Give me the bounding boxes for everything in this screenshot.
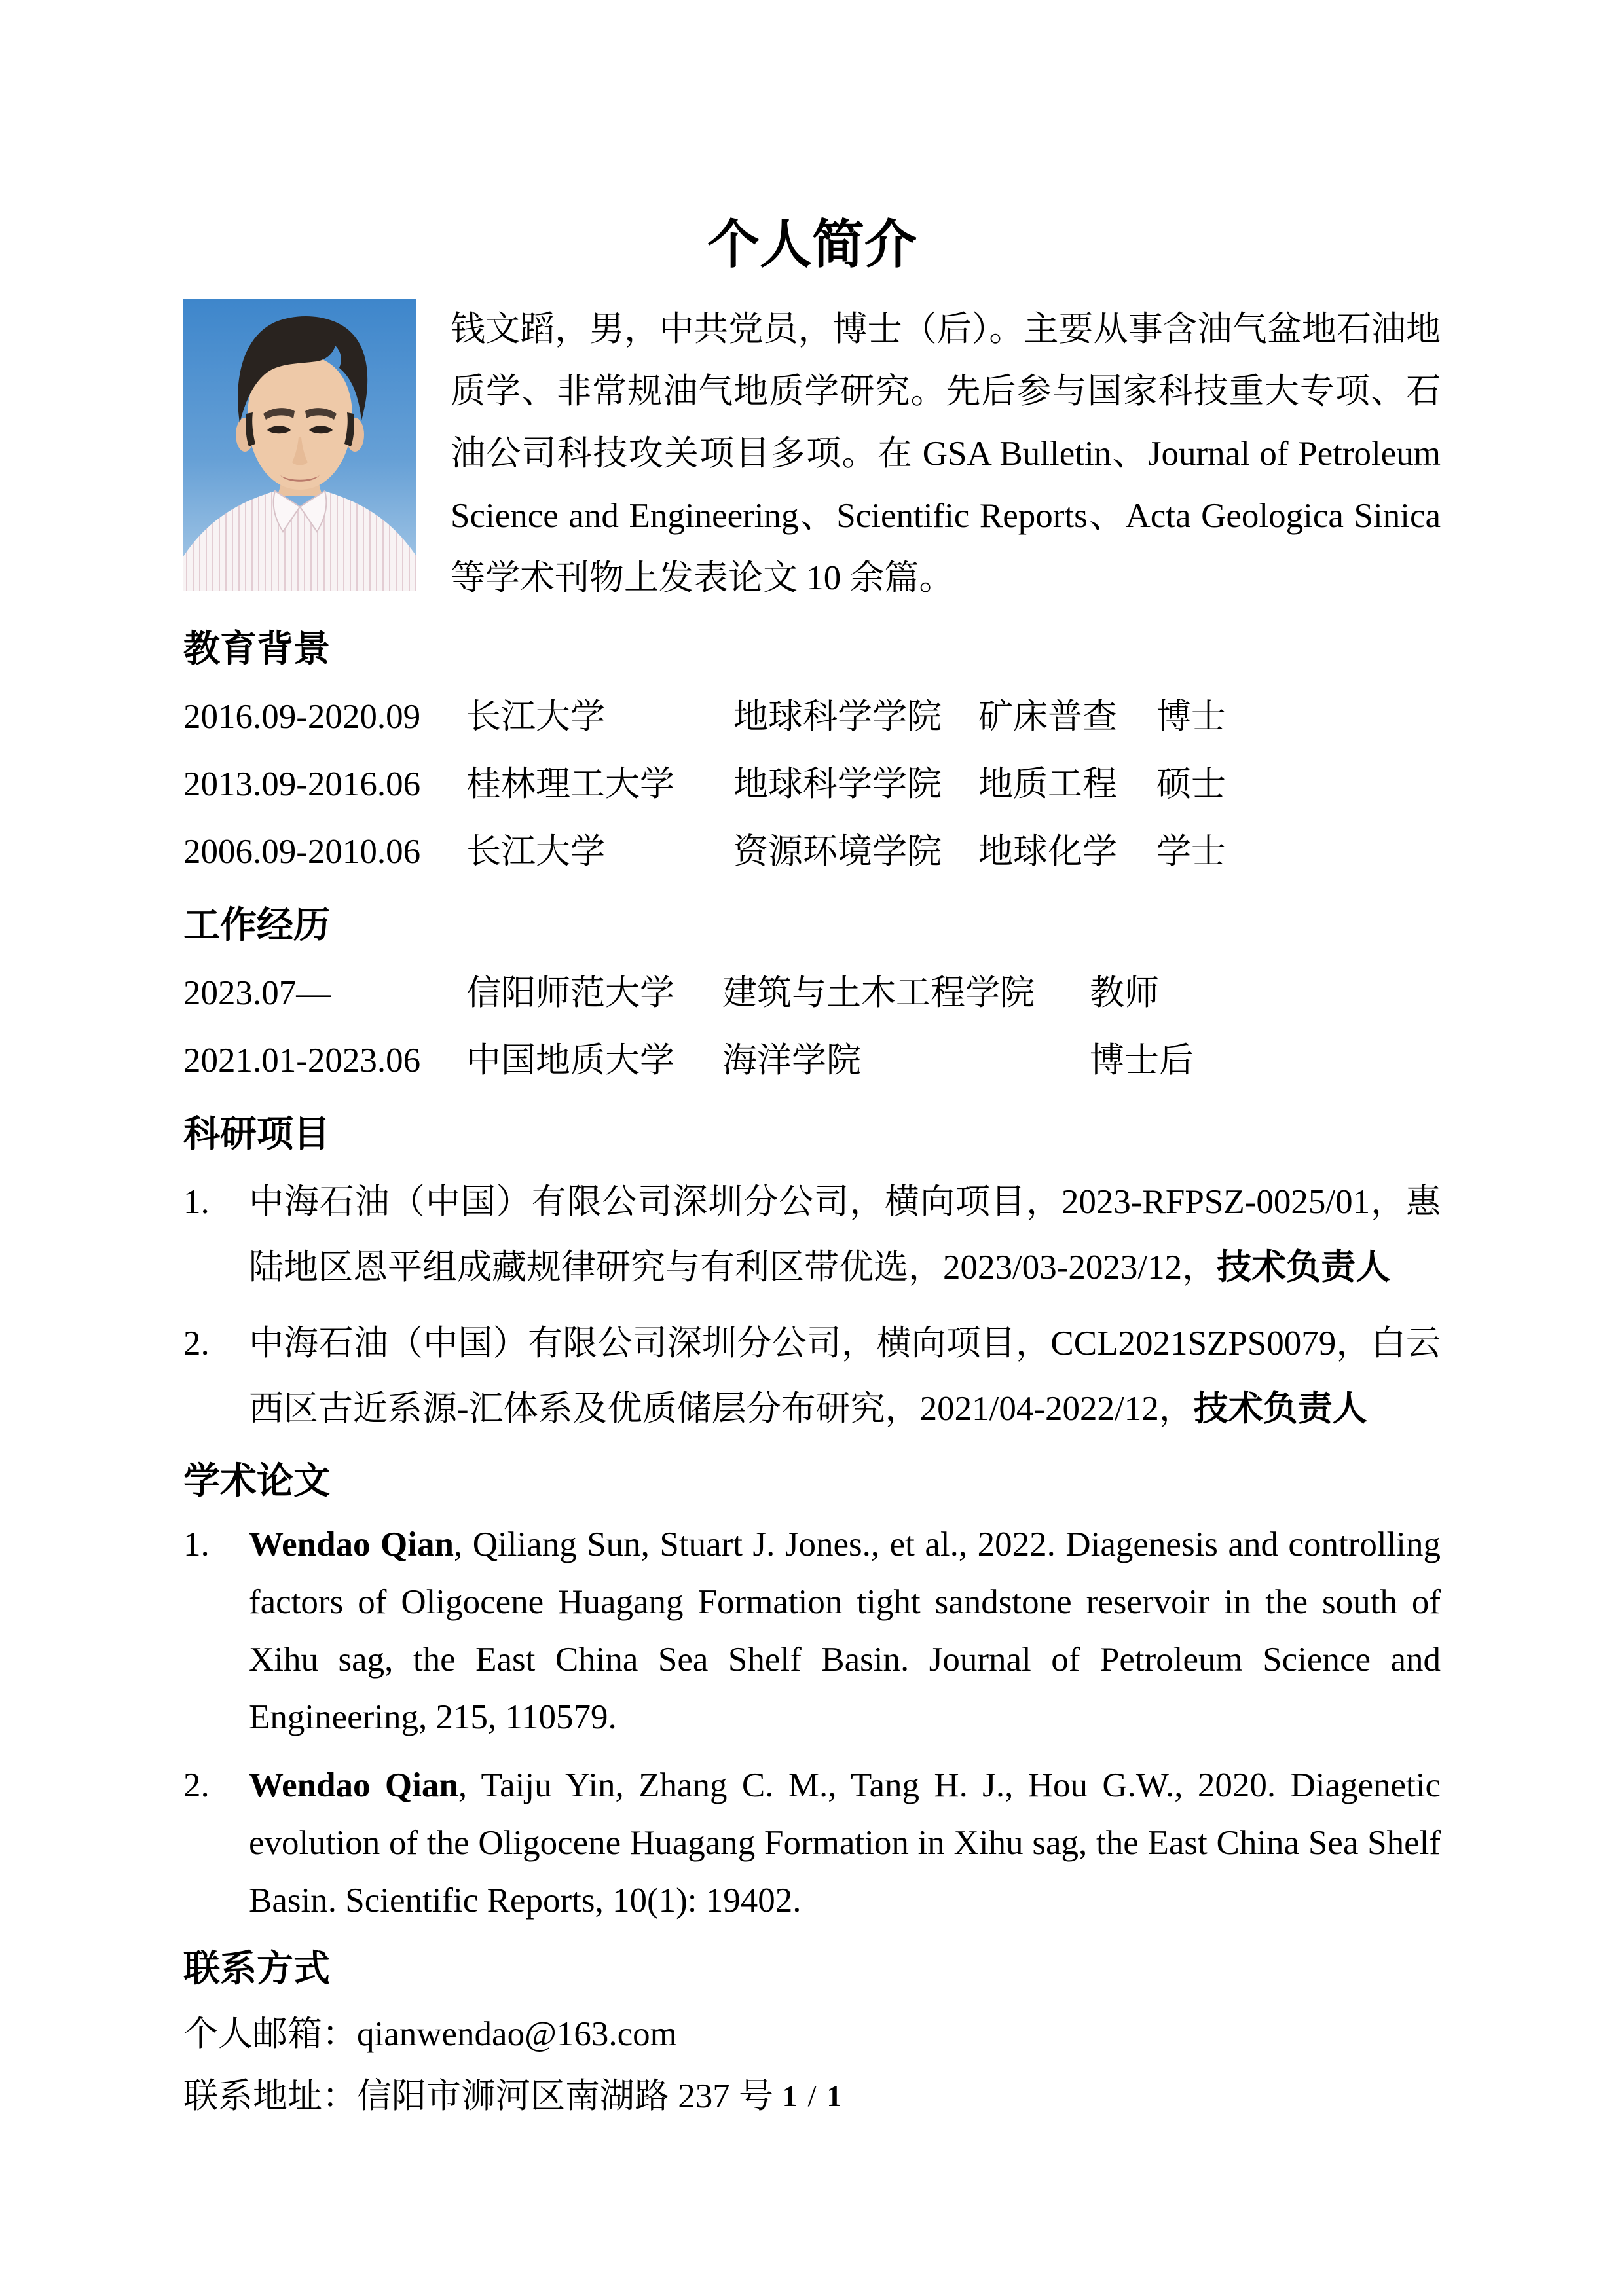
contact-address-label: 联系地址： xyxy=(183,2077,357,2115)
paper-number: 1. xyxy=(183,1525,210,1563)
contact-email-label: 个人邮箱： xyxy=(183,2014,357,2053)
work-role: 博士后 xyxy=(1090,1042,1194,1080)
work-row xyxy=(183,1027,1441,1095)
project-text: 中海石油（中国）有限公司深圳分公司，横向项目，2023-RFPSZ-0025/01，惠陆地区恩平组成藏规律研究与有利区带优选，2023/03-2023/12， xyxy=(249,1182,1441,1286)
education-college: 地球科学学院 xyxy=(733,765,942,804)
paper-item xyxy=(183,1516,1441,1746)
education-degree: 硕士 xyxy=(1156,765,1226,804)
paper-text: , Qiliang Sun, Stuart J. Jones., et al., 2022. Diagenesis and controlling factors of Oligocene Huagang Formation tight sandstone reservoir in the south of Xihu sag, the East China Sea Shelf Basin. Journal of Petroleum Science and Engineering, 215, 110579. xyxy=(249,1525,1441,1736)
project-role: 技术负责人 xyxy=(1193,1389,1367,1428)
intro-section xyxy=(183,299,1441,610)
education-degree: 博士 xyxy=(1156,698,1226,737)
footer-separator: / xyxy=(807,2079,817,2113)
project-text: 中海石油（中国）有限公司深圳分公司，横向项目，CCL2021SZPS0079，白云西区古近系源-汇体系及优质储层分布研究，2021/04-2022/12， xyxy=(249,1324,1441,1428)
project-body xyxy=(249,1311,1441,1442)
section-heading-contact: 联系方式 xyxy=(183,1947,330,1989)
work-college: 海洋学院 xyxy=(722,1042,861,1080)
paper-item xyxy=(183,1757,1441,1929)
section-heading-projects: 科研项目 xyxy=(183,1113,330,1155)
footer-total-pages: 1 xyxy=(826,2079,842,2113)
section-heading-education: 教育背景 xyxy=(183,628,330,669)
work-table xyxy=(183,960,1441,1095)
education-school: 桂林理工大学 xyxy=(466,765,674,804)
projects-list xyxy=(183,1169,1441,1442)
section-heading-papers: 学术论文 xyxy=(183,1459,330,1501)
contact-email-line xyxy=(183,2003,1441,2066)
education-college: 地球科学学院 xyxy=(733,698,942,737)
project-role: 技术负责人 xyxy=(1217,1248,1391,1286)
paper-author-bold: Wendao Qian xyxy=(249,1525,454,1563)
project-number: 2. xyxy=(183,1324,210,1362)
project-number: 1. xyxy=(183,1182,210,1221)
education-row xyxy=(183,751,1441,818)
project-item xyxy=(183,1169,1441,1300)
education-date: 2016.09-2020.09 xyxy=(183,698,421,737)
section-heading-work: 工作经历 xyxy=(183,904,330,946)
work-date: 2021.01-2023.06 xyxy=(183,1042,421,1080)
project-body xyxy=(249,1169,1441,1300)
project-item xyxy=(183,1311,1441,1442)
paper-number: 2. xyxy=(183,1766,210,1804)
education-major: 地球化学 xyxy=(978,833,1117,871)
education-major: 地质工程 xyxy=(978,765,1117,804)
paper-body xyxy=(249,1757,1441,1929)
education-major: 矿床普查 xyxy=(978,698,1117,737)
papers-list xyxy=(183,1516,1441,1929)
intro-paragraph: 钱文蹈，男，中共党员，博士（后）。主要从事含油气盆地石油地质学、非常规油气地质学研究。先后参与国家科技重大专项、石油公司科技攻关项目多项。在 GSA Bulletin、Journal of Petroleum Science and Engineering、Scientific Reports、Acta Geologica Sinica 等学术刊物上发表论文 10 余篇。 xyxy=(451,310,1441,597)
education-college: 资源环境学院 xyxy=(733,833,942,871)
work-school: 中国地质大学 xyxy=(466,1042,674,1080)
paper-author-bold: Wendao Qian xyxy=(249,1766,458,1804)
profile-photo xyxy=(183,299,416,591)
work-college: 建筑与土木工程学院 xyxy=(722,974,1035,1013)
education-date: 2006.09-2010.06 xyxy=(183,833,421,871)
work-school: 信阳师范大学 xyxy=(466,974,674,1013)
page-footer xyxy=(0,2079,1624,2113)
paper-text: , Taiju Yin, Zhang C. M., Tang H. J., Hou G.W., 2020. Diagenetic evolution of the Oligocene Huagang Formation in Xihu sag, the East China Sea Shelf Basin. Scientific Reports, 10(1): 19402. xyxy=(249,1766,1441,1920)
photo-svg xyxy=(183,299,416,591)
contact-address-value: 信阳市浉河区南湖路 237 号 xyxy=(357,2077,773,2115)
education-degree: 学士 xyxy=(1156,833,1226,871)
work-role: 教师 xyxy=(1090,974,1159,1013)
education-date: 2013.09-2016.06 xyxy=(183,765,421,804)
education-table xyxy=(183,683,1441,886)
work-date: 2023.07— xyxy=(183,974,331,1013)
education-school: 长江大学 xyxy=(466,698,605,737)
work-row xyxy=(183,960,1441,1027)
education-row xyxy=(183,818,1441,886)
page-title: 个人简介 xyxy=(707,215,917,274)
education-school: 长江大学 xyxy=(466,833,605,871)
contact-email-value: qianwendao@163.com xyxy=(357,2014,677,2053)
footer-current-page: 1 xyxy=(782,2079,798,2113)
paper-body xyxy=(249,1516,1441,1746)
education-row xyxy=(183,683,1441,751)
